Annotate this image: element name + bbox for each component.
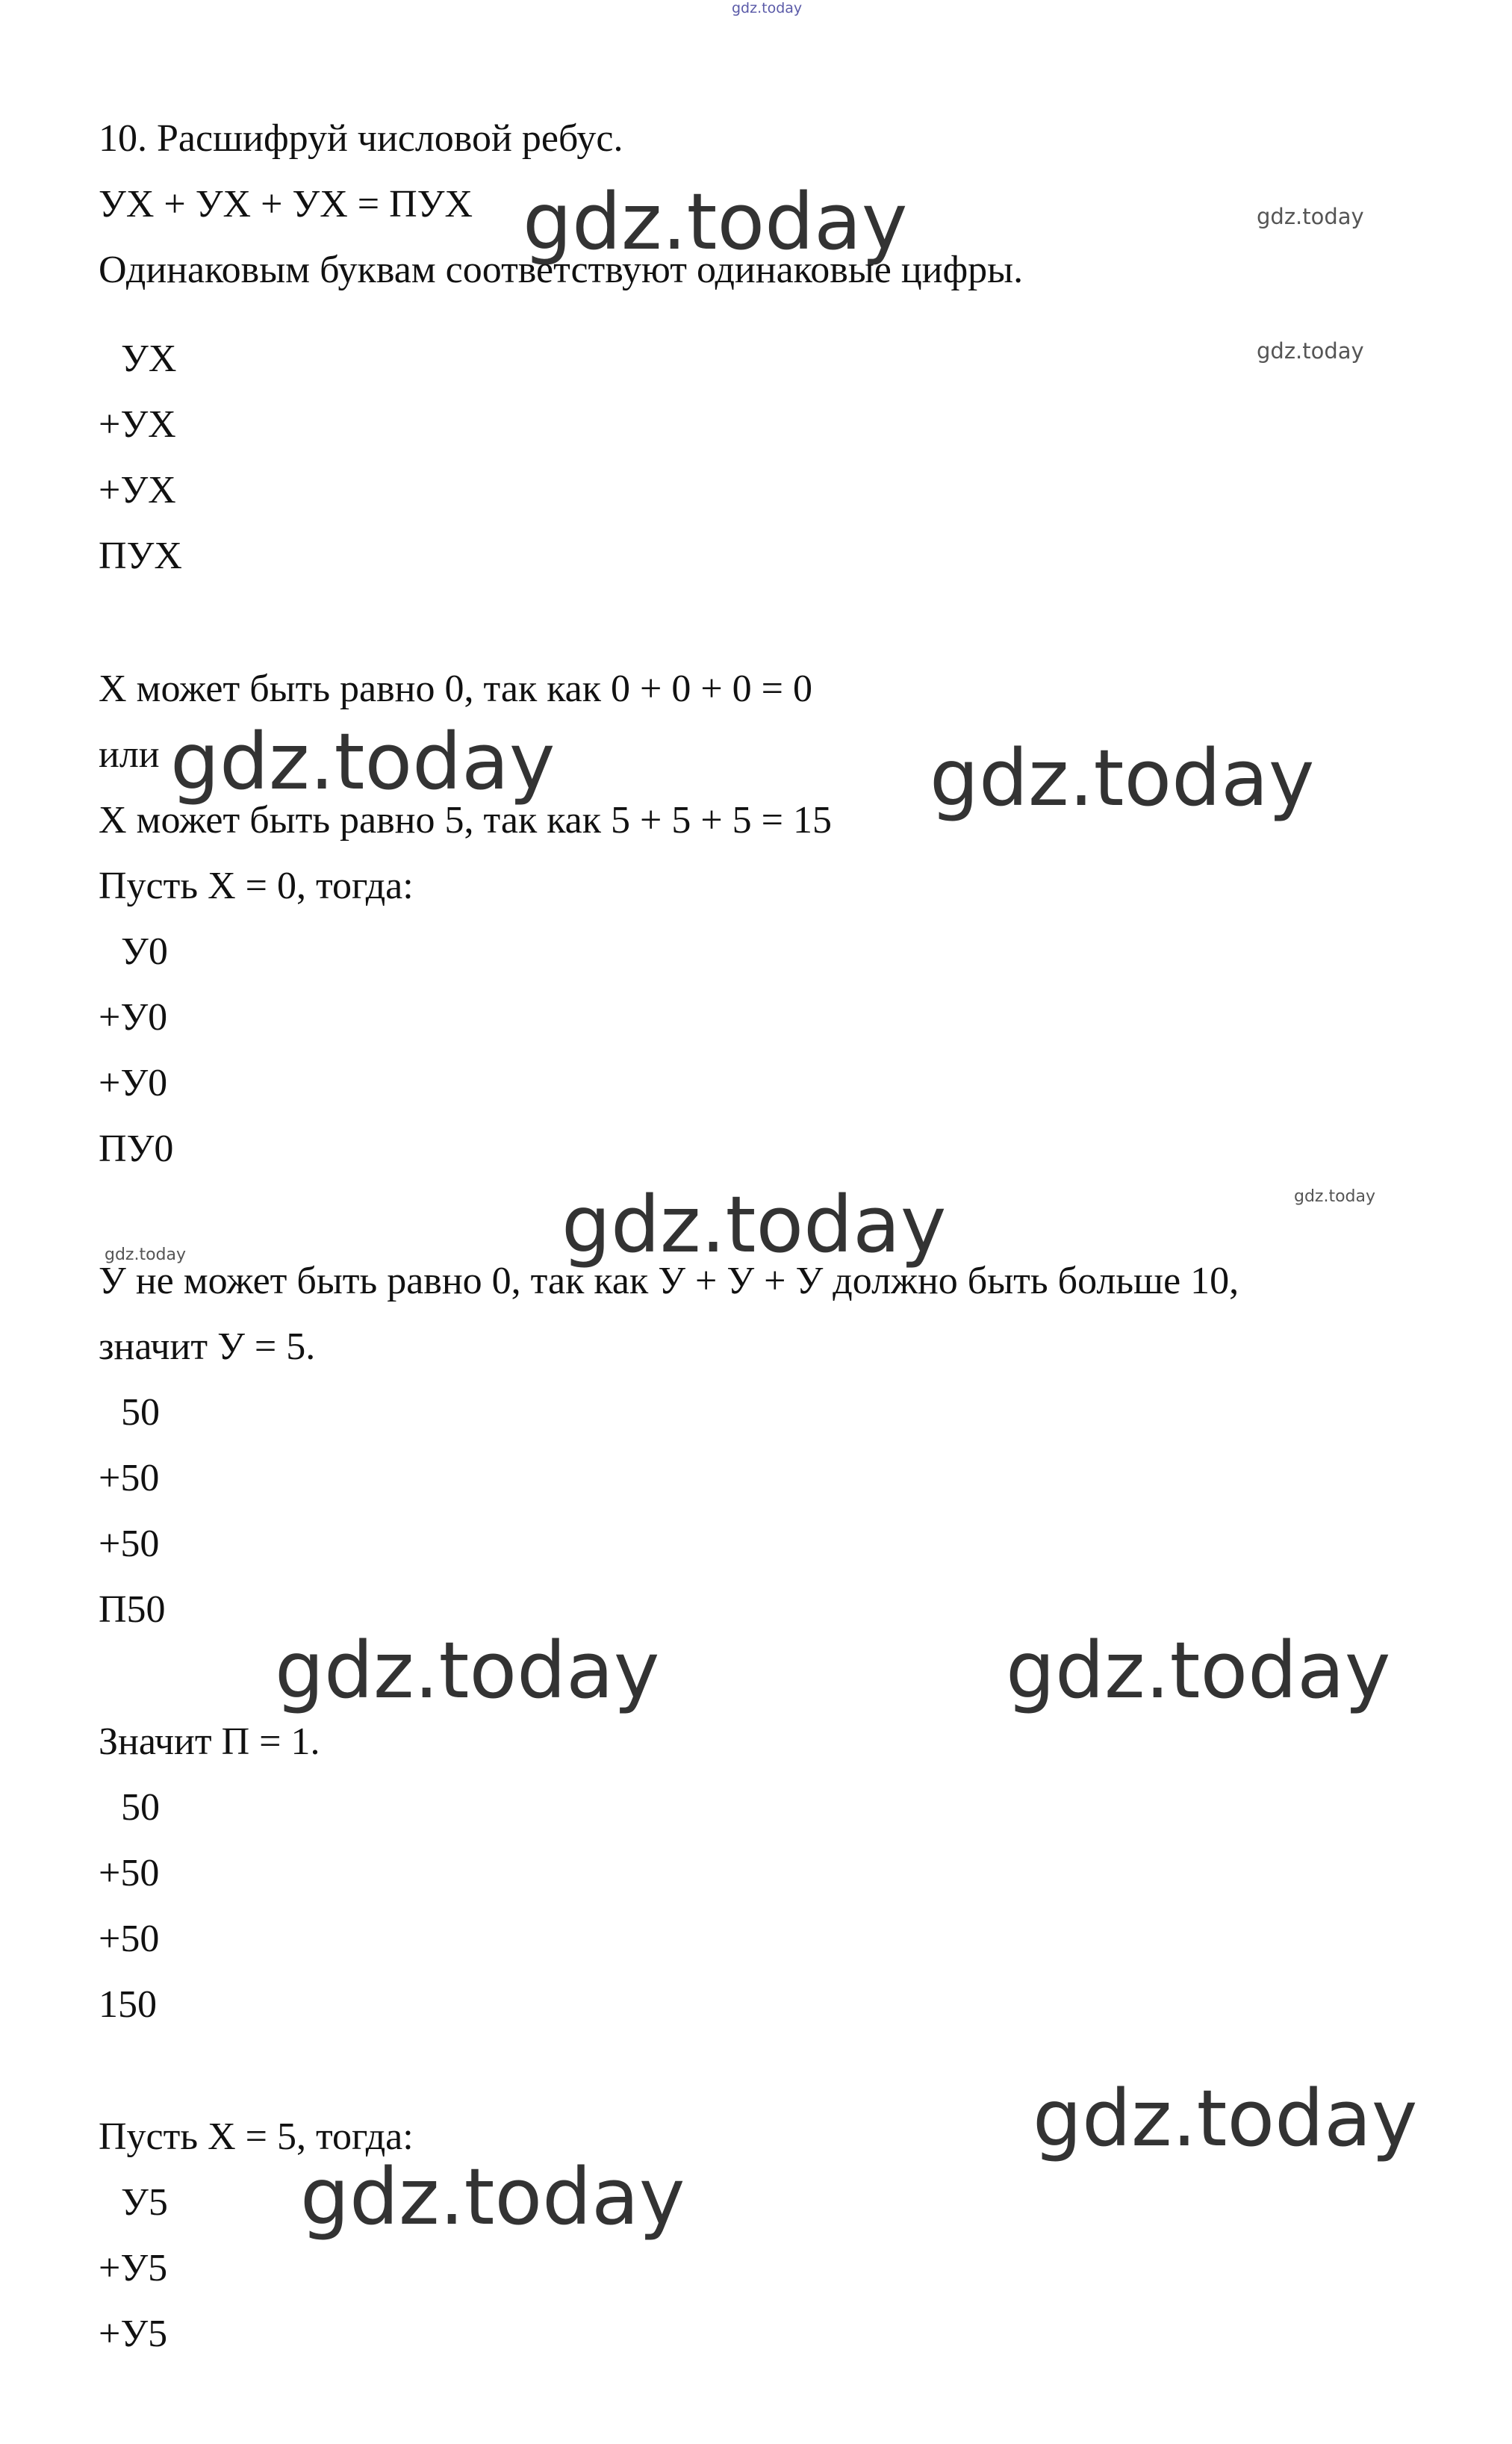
column-5-line: +У5: [99, 2247, 168, 2289]
column-4-line: +50: [99, 1852, 160, 1894]
column-3-line: +50: [99, 1457, 160, 1499]
column-1-line: ПУХ: [99, 535, 182, 577]
top-watermark: gdz.today: [732, 0, 803, 16]
watermark: gdz.today: [275, 1625, 660, 1716]
equation: УХ + УХ + УХ = ПУХ: [99, 183, 473, 226]
watermark: gdz.today: [561, 1179, 947, 1270]
task-title: 10. Расшифруй числовой ребус.: [99, 117, 623, 160]
watermark: gdz.today: [300, 2151, 685, 2242]
watermark: gdz.today: [1006, 1625, 1391, 1716]
column-2-line: +У0: [99, 1062, 168, 1104]
column-3-line: П50: [99, 1588, 166, 1631]
y-conclusion: значит У = 5.: [99, 1325, 316, 1368]
or-word: или: [99, 733, 160, 776]
p-conclusion: Значит П = 1.: [99, 1720, 320, 1763]
column-4-line: 150: [99, 1983, 157, 2026]
case-x0: Пусть Х = 0, тогда:: [99, 865, 414, 907]
case-x5: Пусть Х = 5, тогда:: [99, 2115, 414, 2158]
x-option-1: Х может быть равно 0, так как 0 + 0 + 0 = 0: [99, 668, 813, 710]
column-4-line: +50: [99, 1918, 160, 1960]
small-watermark: gdz.today: [1294, 1187, 1376, 1206]
watermark: gdz.today: [930, 733, 1315, 824]
small-watermark: gdz.today: [105, 1246, 187, 1264]
column-1-line: УХ: [121, 338, 177, 380]
x-option-2: Х может быть равно 5, так как 5 + 5 + 5 = 15: [99, 799, 833, 842]
column-5-line: +У5: [99, 2313, 168, 2355]
column-5-line: У5: [121, 2181, 168, 2224]
column-2-line: +У0: [99, 996, 168, 1039]
column-3-line: 50: [121, 1391, 160, 1434]
small-watermark: gdz.today: [1257, 338, 1364, 364]
watermark: gdz.today: [170, 716, 556, 807]
watermark: gdz.today: [523, 176, 908, 267]
column-1-line: +УХ: [99, 469, 176, 512]
y-reason: У не может быть равно 0, так как У + У + У должно быть больше 10,: [99, 1260, 1239, 1302]
column-1-line: +УХ: [99, 403, 176, 446]
column-2-line: У0: [121, 930, 168, 973]
column-3-line: +50: [99, 1523, 160, 1565]
watermark: gdz.today: [1033, 2073, 1418, 2164]
condition-text: Одинаковым буквам соответствуют одинаковые цифры.: [99, 249, 1024, 291]
column-2-line: ПУ0: [99, 1128, 174, 1170]
small-watermark: gdz.today: [1257, 204, 1364, 229]
column-4-line: 50: [121, 1786, 160, 1829]
